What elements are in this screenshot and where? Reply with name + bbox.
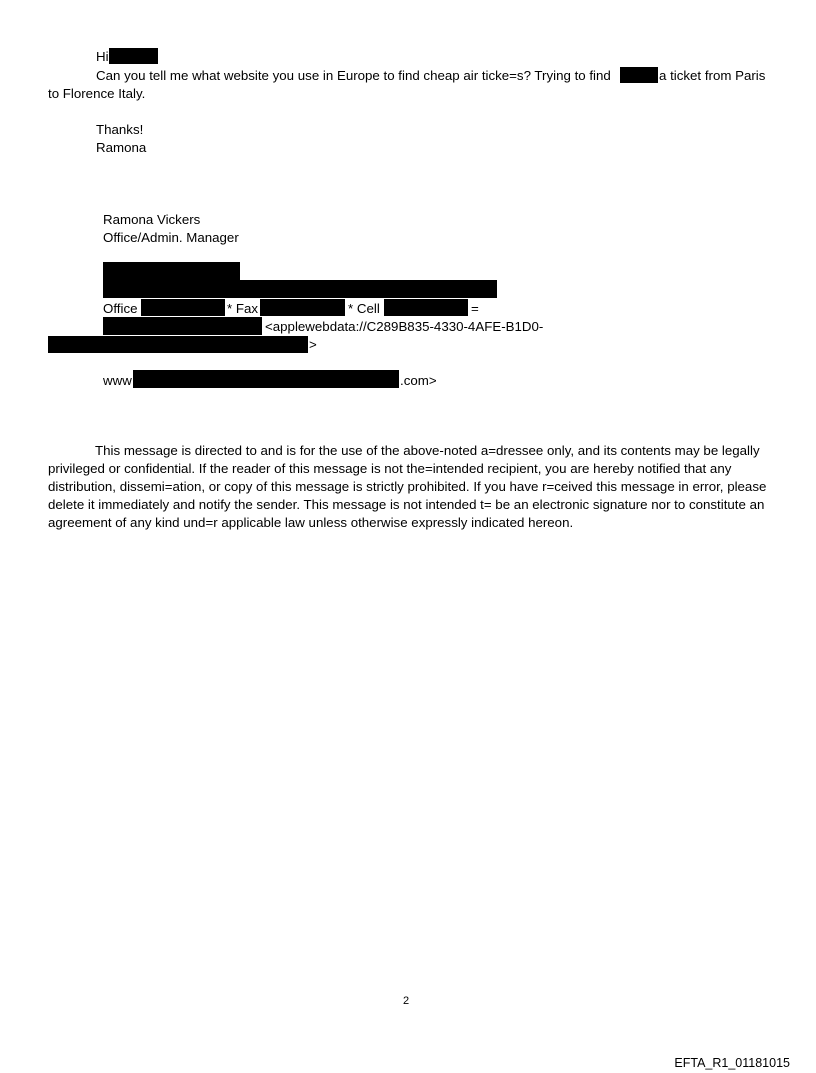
redaction-box — [620, 67, 658, 83]
redaction-box — [384, 299, 468, 316]
greeting: Hi — [96, 49, 109, 64]
page-number: 2 — [403, 995, 410, 1007]
website-prefix: www — [103, 373, 132, 388]
website-suffix: .com> — [400, 373, 437, 388]
fax-label: * Fax — [227, 301, 259, 316]
office-label: Office — [103, 301, 138, 316]
redaction-box — [133, 370, 399, 388]
disclaimer-paragraph: This message is directed to and is for the use of the above-noted a=dressee only, and its contents may be legally privileged or confidential. If the reader of this message is not the=intended recipient, you are hereby notified that any distribution, dissemi=ation, or copy of this message is strictly prohibited. If you have r=ceived this message in error, please delete it immediately and notify the sender. This message is not intended t= be an electronic signature nor to constitute an agreement of any kind und=r applicable law unless otherwise expressly indicated hereon. — [48, 443, 767, 530]
signature-title: Office/Admin. Manager — [103, 230, 239, 245]
equals-sign: = — [471, 301, 479, 316]
redaction-box — [103, 280, 497, 298]
applewebdata-link: <applewebdata://C289B835-4330-4AFE-B1D0- — [265, 319, 544, 334]
cell-label: * Cell — [348, 301, 380, 316]
email-signoff: Ramona — [96, 140, 147, 155]
email-body-line: a ticket from Paris — [659, 68, 766, 83]
bates-number: EFTA_R1_01181015 — [674, 1056, 790, 1070]
redaction-box — [103, 262, 240, 280]
redaction-box — [109, 48, 158, 64]
close-bracket: > — [309, 337, 317, 352]
redaction-box — [141, 299, 225, 316]
email-body-line: Can you tell me what website you use in Europe to find cheap air ticke=s? Trying to find — [96, 68, 611, 83]
email-body-line: to Florence Italy. — [48, 86, 146, 101]
redaction-box — [103, 317, 262, 335]
email-closing: Thanks! — [96, 122, 144, 137]
redaction-box — [260, 299, 345, 316]
signature-name: Ramona Vickers — [103, 212, 201, 227]
redaction-box — [48, 336, 308, 353]
